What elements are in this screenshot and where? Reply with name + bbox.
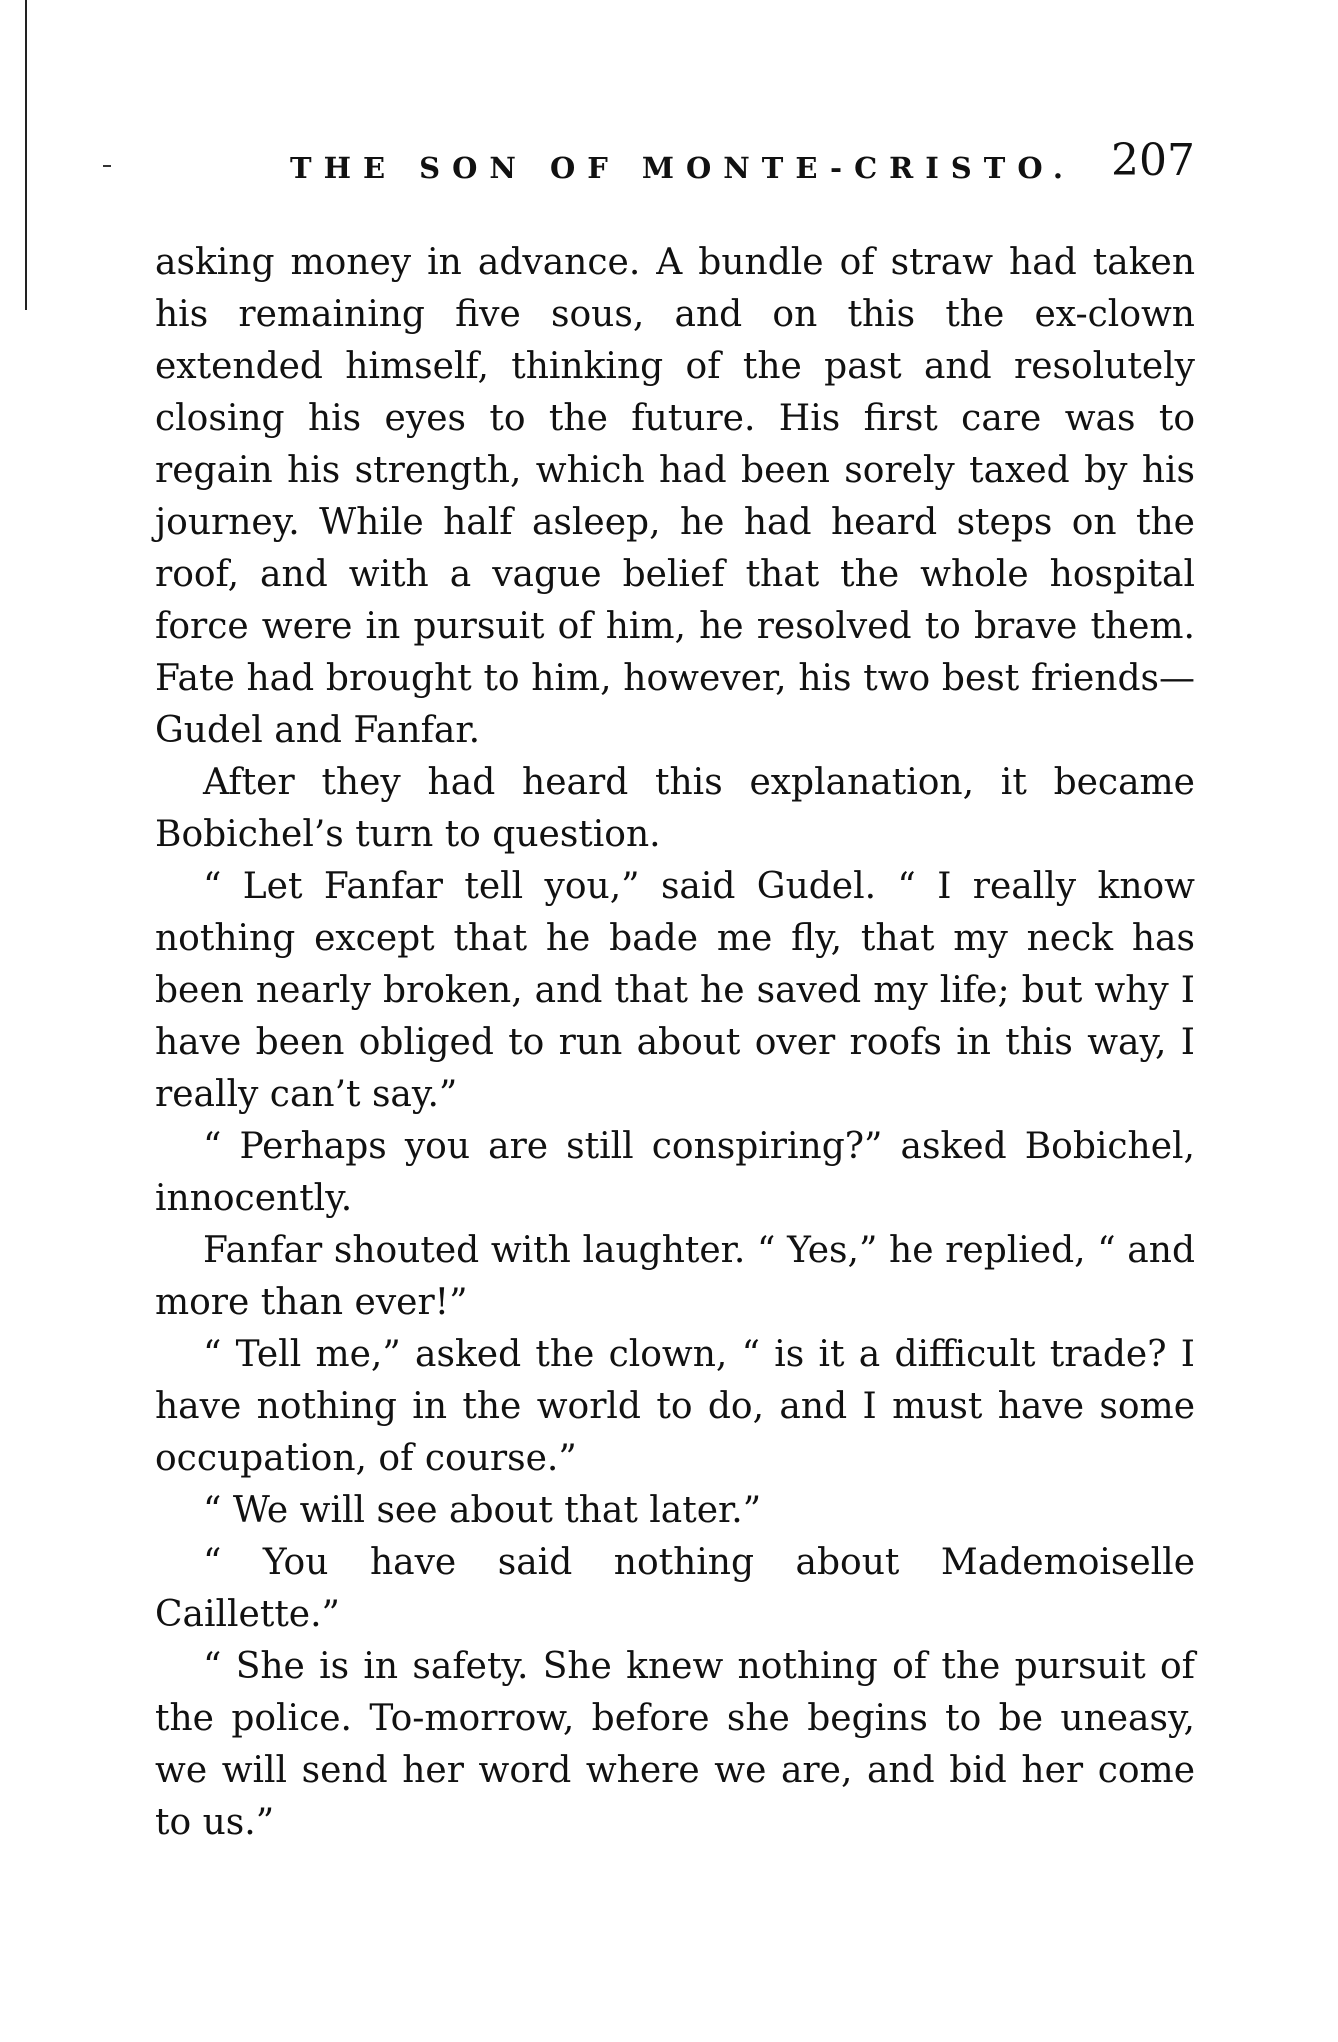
- running-header: [290, 135, 1195, 191]
- paragraph: “ Let Fanfar tell you,” said Gudel. “ I really know nothing except that he bade me fly, that my neck has been nearly broken, and that he saved my life; but why I have been obliged to run about over roofs in this way, I really can’t say.”: [155, 866, 1195, 1115]
- page-number: 207: [1111, 135, 1195, 186]
- paragraph: “ Tell me,” asked the clown, “ is it a difficult trade? I have nothing in the world to do, and I must have some occupation, of course.”: [155, 1334, 1195, 1479]
- paragraph: “ She is in safety. She knew nothing of the pursuit of the police. To-morrow, before she begins to be uneasy, we will send her word where we are, and bid her come to us.”: [155, 1646, 1195, 1843]
- paragraph: After they had heard this explanation, it became Bobichel’s turn to question.: [155, 762, 1195, 855]
- paragraph: “ Perhaps you are still conspiring?” asked Bobichel, innocently.: [155, 1126, 1195, 1219]
- paragraph: “ You have said nothing about Mademoiselle Caillette.”: [155, 1542, 1195, 1635]
- margin-mark: [103, 165, 111, 167]
- paragraph: asking money in advance. A bundle of straw had taken his remaining five sous, and on this the ex-clown extended himself, thinking of the past and resolutely closing his eyes to the future. His first care was to regain his strength, which had been sorely taxed by his journey. While half asleep, he had heard steps on the roof, and with a vague belief that the whole hospital force were in pursuit of him, he resolved to brave them. Fate had brought to him, however, his two best friends—Gudel and Fanfar.: [155, 242, 1195, 751]
- page-edge-line: [25, 0, 27, 310]
- running-title: THE SON OF MONTE-CRISTO.: [290, 151, 1075, 185]
- paragraph: Fanfar shouted with laughter. “ Yes,” he replied, “ and more than ever!”: [155, 1230, 1195, 1323]
- body-text: [155, 237, 1195, 1849]
- paragraph: “ We will see about that later.”: [203, 1490, 762, 1531]
